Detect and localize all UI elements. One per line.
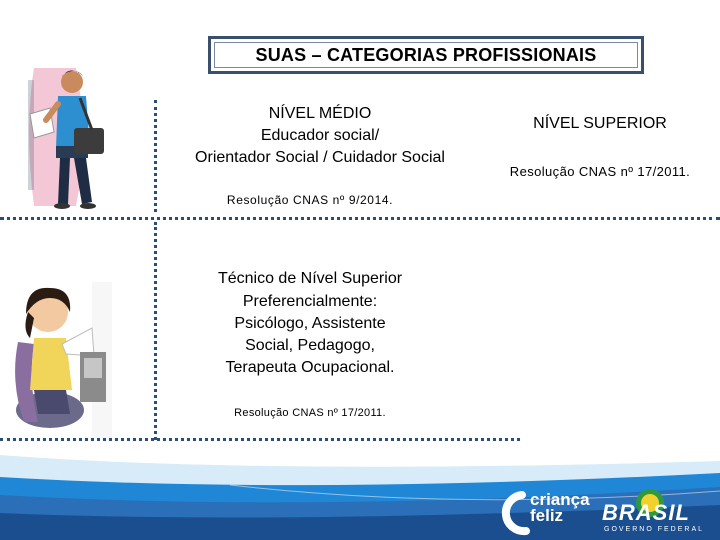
tecnico-title: Técnico de Nível Superior	[217, 270, 403, 287]
page-title: SUAS – CATEGORIAS PROFISSIONAIS	[255, 44, 597, 65]
horizontal-divider-bottom	[0, 438, 520, 441]
tecnico-line: Preferencialmente:	[242, 293, 378, 310]
professional-illustration	[8, 282, 112, 438]
logo-crianca-line2: feliz	[530, 506, 564, 525]
nivel-medio-resolution: Resolução CNAS nº 9/2014.	[226, 193, 394, 207]
brasil-logo	[602, 500, 690, 526]
nivel-superior-title: NÍVEL SUPERIOR	[533, 115, 667, 132]
nivel-superior-resolution: Resolução CNAS nº 17/2011.	[509, 164, 691, 179]
brasil-tagline: GOVERNO FEDERAL	[604, 526, 705, 533]
vertical-divider-top	[154, 100, 157, 212]
nivel-medio-roles	[160, 126, 480, 167]
nivel-medio-title: NÍVEL MÉDIO	[268, 105, 372, 122]
crianca-feliz-logo	[530, 492, 590, 524]
title-box	[208, 36, 644, 74]
tecnico-resolution: Resolução CNAS nº 17/2011.	[234, 407, 386, 419]
tecnico-line: Psicólogo, Assistente	[234, 315, 386, 332]
logo-brasil-text: BRASIL	[602, 500, 690, 525]
tecnico-line: Social, Pedagogo,	[245, 337, 375, 354]
nivel-medio-roles-line2: Orientador Social / Cuidador Social	[195, 149, 445, 167]
nivel-medio-roles-line1: Educador social/	[260, 127, 380, 144]
logo-crianca-line1: criança	[530, 490, 590, 509]
student-illustration	[20, 58, 112, 210]
horizontal-divider-top	[0, 217, 720, 220]
tecnico-line: Terapeuta Ocupacional.	[225, 359, 395, 376]
tecnico-description	[160, 291, 460, 379]
vertical-divider-bottom	[154, 222, 157, 440]
